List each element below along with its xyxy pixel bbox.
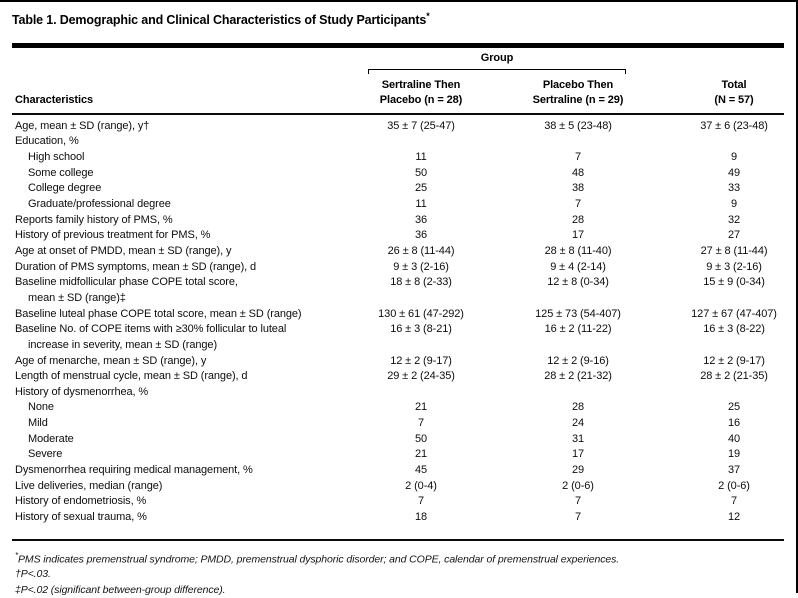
table-row (15, 369, 798, 385)
column-header-line1: Total (721, 78, 747, 91)
row-value-total: 15 ± 9 (0-34) (703, 276, 765, 289)
row-value-total: 37 (727, 464, 741, 477)
column-header-line1: Placebo Then (542, 78, 614, 91)
table-title-asterisk: * (426, 11, 430, 21)
row-value-sertraline-then-placebo: 45 (414, 464, 428, 477)
row-value-total: 19 (727, 448, 741, 461)
table-row (15, 260, 798, 276)
table-row (15, 510, 798, 526)
row-label: Age of menarche, mean ± SD (range), y (15, 354, 207, 367)
row-value-placebo-then-sertraline: 7 (574, 197, 582, 210)
row-value-total: 9 ± 3 (2-16) (706, 260, 762, 273)
row-label: Severe (28, 448, 63, 461)
row-label: Baseline luteal phase COPE total score, mean ± SD (range) (15, 307, 302, 320)
row-label-wrapped-line: mean ± SD (range)‡ (28, 291, 126, 304)
column-header-line1: Sertraline Then (381, 78, 461, 91)
row-value-sertraline-then-placebo: 18 ± 8 (2-33) (390, 276, 452, 289)
row-label: Duration of PMS symptoms, mean ± SD (range), d (15, 260, 257, 273)
table-row (15, 150, 798, 166)
row-value-total: 32 (727, 213, 741, 226)
row-value-sertraline-then-placebo: 50 (414, 432, 428, 445)
row-value-sertraline-then-placebo: 29 ± 2 (24-35) (387, 370, 455, 383)
row-value-total: 127 ± 67 (47-407) (691, 307, 777, 320)
row-value-total: 25 (727, 401, 741, 414)
row-value-sertraline-then-placebo (356, 134, 486, 150)
table-row (15, 119, 798, 135)
row-value-total: 9 (730, 150, 738, 163)
row-value-total: 9 (730, 197, 738, 210)
table-row (15, 432, 798, 448)
row-value-placebo-then-sertraline: 29 (571, 464, 585, 477)
row-value-sertraline-then-placebo: 50 (414, 166, 428, 179)
row-value-total: 28 ± 2 (21-35) (700, 370, 768, 383)
table-row (15, 400, 798, 416)
table-row (15, 385, 798, 401)
row-value-placebo-then-sertraline: 38 (571, 182, 585, 195)
table-row (15, 307, 798, 323)
table-row (15, 213, 798, 229)
row-value-placebo-then-sertraline: 28 ± 8 (11-40) (544, 244, 612, 257)
row-value-sertraline-then-placebo: 9 ± 3 (2-16) (393, 260, 449, 273)
row-value-placebo-then-sertraline: 7 (574, 495, 582, 508)
footnote-asterisk: * (15, 550, 19, 560)
column-header-characteristics: Characteristics (15, 94, 93, 107)
row-label: Baseline midfollicular phase COPE total score, mean ± SD (range)‡ (15, 275, 356, 306)
row-label: Length of menstrual cycle, mean ± SD (range), d (15, 370, 248, 383)
row-value-placebo-then-sertraline: 24 (571, 417, 585, 430)
row-value-sertraline-then-placebo: 36 (414, 229, 428, 242)
table-row (15, 228, 798, 244)
row-value-sertraline-then-placebo: 16 ± 3 (8-21) (390, 323, 452, 336)
column-header-line2: Sertraline (n = 29) (532, 94, 624, 107)
table-row (15, 244, 798, 260)
row-label: College degree (28, 182, 102, 195)
table-row (15, 463, 798, 479)
row-label: Dysmenorrhea requiring medical management, % (15, 464, 253, 477)
row-value-sertraline-then-placebo: 21 (414, 448, 428, 461)
row-value-total: 16 ± 3 (8-22) (703, 323, 765, 336)
row-value-placebo-then-sertraline: 7 (574, 511, 582, 524)
row-value-placebo-then-sertraline: 9 ± 4 (2-14) (550, 260, 606, 273)
column-header-line2: Placebo (n = 28) (379, 94, 463, 107)
row-value-sertraline-then-placebo: 26 ± 8 (11-44) (387, 244, 455, 257)
row-value-placebo-then-sertraline: 2 (0-6) (562, 479, 594, 492)
row-value-placebo-then-sertraline: 28 (571, 401, 585, 414)
row-label: Some college (28, 166, 94, 179)
row-value-sertraline-then-placebo: 130 ± 61 (47-292) (378, 307, 464, 320)
row-label: History of previous treatment for PMS, % (15, 229, 211, 242)
row-value-placebo-then-sertraline: 16 ± 2 (11-22) (544, 323, 612, 336)
row-value-sertraline-then-placebo: 25 (414, 182, 428, 195)
row-value-total: 12 (727, 511, 741, 524)
row-value-placebo-then-sertraline: 12 ± 8 (0-34) (547, 276, 609, 289)
row-value-sertraline-then-placebo (356, 385, 486, 401)
row-value-placebo-then-sertraline: 48 (571, 166, 585, 179)
table-row (15, 447, 798, 463)
row-value-sertraline-then-placebo: 36 (414, 213, 428, 226)
row-value-placebo-then-sertraline: 17 (571, 229, 585, 242)
row-label: None (28, 401, 54, 414)
table-row (15, 134, 798, 150)
row-value-placebo-then-sertraline: 12 ± 2 (9-16) (547, 354, 609, 367)
row-value-sertraline-then-placebo: 21 (414, 401, 428, 414)
row-value-sertraline-then-placebo: 11 (415, 197, 427, 210)
row-label: Moderate (28, 432, 74, 445)
row-label: Education, % (15, 135, 79, 148)
table-row (15, 416, 798, 432)
row-value-sertraline-then-placebo: 18 (414, 511, 428, 524)
column-headers-row (0, 78, 798, 109)
row-label: Age at onset of PMDD, mean ± SD (range), y (15, 244, 232, 257)
row-value-sertraline-then-placebo: 7 (417, 495, 425, 508)
column-header-placebo-then-sertraline (486, 78, 670, 109)
row-value-placebo-then-sertraline: 17 (571, 448, 585, 461)
footnote-abbreviations-text: PMS indicates premenstrual syndrome; PMDD, premenstrual dysphoric disorder; and COPE, calendar of premenstrual experiences. (18, 553, 620, 566)
row-value-total: 27 (727, 229, 741, 242)
row-value-placebo-then-sertraline: 31 (571, 432, 585, 445)
row-label: Mild (28, 417, 48, 430)
row-value-sertraline-then-placebo: 7 (417, 417, 425, 430)
row-value-placebo-then-sertraline (486, 385, 670, 401)
row-label: History of sexual trauma, % (15, 511, 147, 524)
table-row (15, 354, 798, 370)
row-value-total: 27 ± 8 (11-44) (700, 244, 768, 257)
table-row (15, 494, 798, 510)
row-label: Age, mean ± SD (range), y† (15, 119, 150, 132)
footnote-double-dagger: ‡P<.02 (significant between-group difference). (15, 583, 226, 596)
row-label: High school (28, 150, 85, 163)
row-value-total (670, 385, 798, 401)
top-border-rule (0, 0, 798, 2)
footnote-dagger: †P<.03. (15, 568, 51, 581)
row-label: History of endometriosis, % (15, 495, 147, 508)
row-label: Live deliveries, median (range) (15, 479, 163, 492)
column-header-total (670, 78, 798, 109)
table-header (0, 48, 798, 113)
table-row (15, 322, 798, 353)
row-value-total: 33 (727, 182, 741, 195)
row-value-sertraline-then-placebo: 35 ± 7 (25-47) (387, 119, 455, 132)
row-label: Reports family history of PMS, % (15, 213, 173, 226)
row-value-total: 2 (0-6) (718, 479, 750, 492)
table-row (15, 166, 798, 182)
row-value-placebo-then-sertraline: 7 (574, 150, 582, 163)
row-value-placebo-then-sertraline: 125 ± 73 (54-407) (535, 307, 621, 320)
table-row (15, 197, 798, 213)
row-value-placebo-then-sertraline: 28 ± 2 (21-32) (544, 370, 612, 383)
row-value-sertraline-then-placebo: 2 (0-4) (405, 479, 437, 492)
row-label: History of dysmenorrhea, % (15, 385, 149, 398)
column-header-sertraline-then-placebo (356, 78, 486, 109)
footnotes (15, 548, 798, 598)
table-row (15, 479, 798, 495)
row-value-placebo-then-sertraline (486, 134, 670, 150)
column-header-line2: (N = 57) (714, 94, 754, 107)
table-row (15, 275, 798, 306)
footnote-abbreviations (15, 548, 798, 568)
row-value-total: 49 (727, 166, 741, 179)
row-label-wrapped-line: increase in severity, mean ± SD (range) (28, 338, 218, 351)
row-value-total: 37 ± 6 (23-48) (700, 119, 768, 132)
row-value-sertraline-then-placebo: 11 (415, 150, 427, 163)
group-column-header: Group (480, 51, 514, 64)
table-title-text: Table 1. Demographic and Clinical Characteristics of Study Participants (12, 13, 427, 28)
row-value-placebo-then-sertraline: 38 ± 5 (23-48) (544, 119, 612, 132)
row-value-placebo-then-sertraline: 28 (571, 213, 585, 226)
row-value-total: 7 (730, 495, 738, 508)
group-spanner-bracket (368, 69, 626, 74)
row-value-total: 12 ± 2 (9-17) (703, 354, 765, 367)
table-row (15, 181, 798, 197)
row-value-total: 40 (727, 432, 741, 445)
row-label: Graduate/professional degree (28, 197, 171, 210)
table-body (0, 115, 798, 539)
table-title (0, 0, 798, 27)
row-value-total (670, 134, 798, 150)
table-bottom-rule (12, 539, 784, 541)
row-label: Baseline No. of COPE items with ≥30% follicular to luteal increase in severity, mean ± SD (range) (15, 322, 356, 353)
row-value-total: 16 (727, 417, 741, 430)
row-value-sertraline-then-placebo: 12 ± 2 (9-17) (390, 354, 452, 367)
